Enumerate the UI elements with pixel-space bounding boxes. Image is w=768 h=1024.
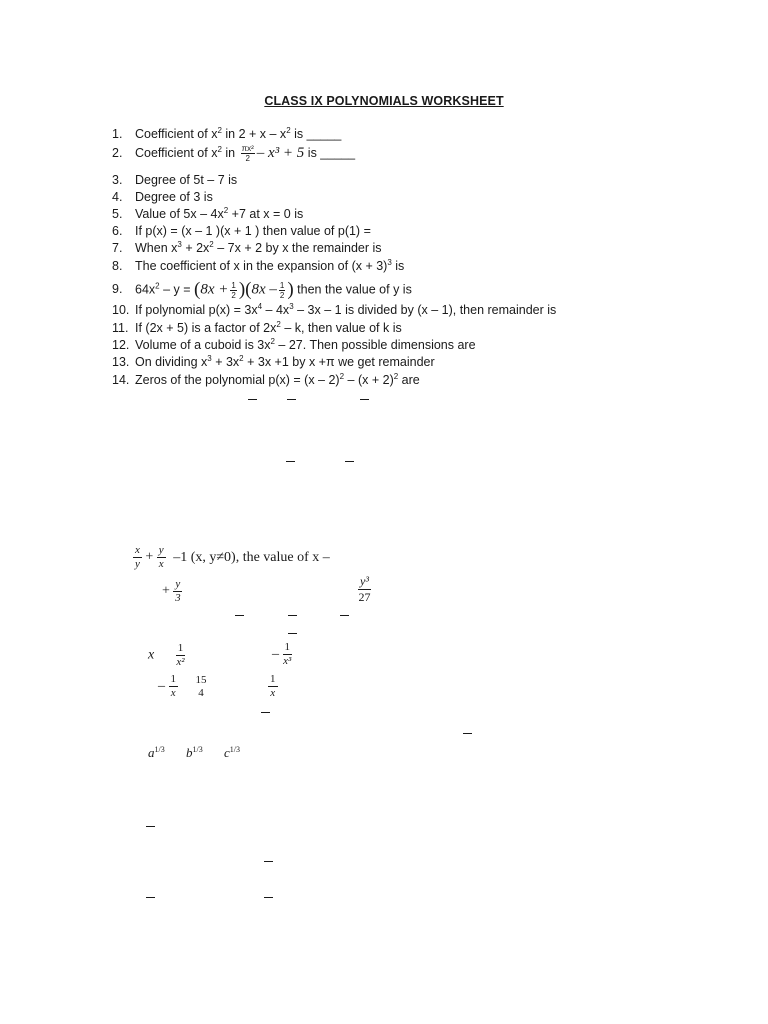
question-4 bbox=[112, 190, 213, 204]
question-text: If p(x) = (x – 1 )(x + 1 ) then value of p(1) = bbox=[135, 224, 371, 238]
superscript: 4 bbox=[257, 302, 263, 311]
fraction-denominator: x bbox=[158, 558, 164, 570]
fraction-denominator: 4 bbox=[198, 686, 204, 699]
question-text: Zeros of the polynomial p(x) = (x – 2) bbox=[135, 373, 340, 387]
superscript: 3 bbox=[289, 302, 294, 311]
stray-dash bbox=[287, 399, 296, 400]
question-number: 2. bbox=[112, 145, 123, 160]
exponent: 1/3 bbox=[229, 745, 240, 754]
fraction bbox=[173, 578, 182, 605]
superscript: 2 bbox=[286, 126, 291, 135]
question-text: When x bbox=[135, 241, 178, 255]
question-number: 7. bbox=[112, 241, 123, 255]
fraction-numerator: 1 bbox=[170, 673, 176, 685]
question-2 bbox=[112, 144, 355, 163]
stray-dash bbox=[264, 861, 273, 862]
stray-dash bbox=[360, 399, 369, 400]
fraction-numerator: x bbox=[135, 544, 140, 556]
question-text: On dividing x bbox=[135, 355, 208, 369]
plus-sign: + bbox=[145, 549, 154, 565]
fraction bbox=[283, 641, 293, 668]
fraction-denominator: x bbox=[270, 687, 276, 699]
fraction-numerator: y bbox=[158, 544, 164, 556]
superscript: 2 bbox=[217, 126, 222, 135]
question-text: in bbox=[221, 145, 239, 160]
fraction bbox=[133, 544, 142, 571]
question-text: then the value of y is bbox=[293, 282, 412, 297]
question-text: 64x bbox=[135, 282, 156, 297]
fraction bbox=[279, 281, 285, 300]
fraction-numerator: 15 bbox=[195, 673, 207, 686]
question-number: 10. bbox=[112, 303, 130, 317]
fraction bbox=[169, 673, 179, 700]
math-fragment-xy bbox=[133, 544, 330, 571]
question-12 bbox=[112, 338, 476, 352]
question-number: 8. bbox=[112, 259, 123, 273]
question-text: + 3x bbox=[211, 355, 240, 369]
math-expression: 8x + bbox=[200, 281, 229, 298]
fraction-denominator: 2 bbox=[245, 154, 250, 163]
superscript: 2 bbox=[239, 354, 244, 363]
question-14 bbox=[112, 373, 420, 387]
superscript: 2 bbox=[217, 144, 222, 154]
question-text: Coefficient of x bbox=[135, 127, 218, 141]
question-text: – 27. Then possible dimensions are bbox=[274, 338, 476, 352]
question-text: + 3x +1 by x +π we get remainder bbox=[243, 355, 435, 369]
paren-close: ) bbox=[238, 279, 246, 300]
question-6 bbox=[112, 224, 371, 238]
fraction bbox=[230, 281, 236, 300]
stray-dash bbox=[288, 633, 297, 634]
question-text: – 4x bbox=[262, 303, 290, 317]
stray-dash bbox=[248, 399, 257, 400]
fraction bbox=[194, 674, 209, 700]
question-number: 13. bbox=[112, 355, 130, 369]
fraction-numerator: y bbox=[175, 578, 181, 590]
question-text: – (x + 2) bbox=[344, 373, 394, 387]
question-text: – 7x + 2 by x the remainder is bbox=[213, 241, 382, 255]
superscript: 2 bbox=[223, 206, 229, 215]
question-number: 1. bbox=[112, 127, 123, 141]
fraction-denominator: 3 bbox=[175, 592, 181, 604]
exponent: 1/3 bbox=[154, 745, 165, 754]
math-fragment-cube-roots bbox=[148, 745, 240, 761]
question-text: – y = bbox=[159, 282, 195, 297]
question-text: If polynomial p(x) = 3x bbox=[135, 303, 258, 317]
answer-blank: is _____ bbox=[304, 145, 356, 160]
fragment-text: –1 (x, y≠0), the value of x – bbox=[173, 549, 330, 565]
question-number: 12. bbox=[112, 338, 130, 352]
question-number: 6. bbox=[112, 224, 123, 238]
page-title: CLASS IX POLYNOMIALS WORKSHEET bbox=[264, 94, 504, 108]
question-number: 4. bbox=[112, 190, 123, 204]
paren-close: ) bbox=[287, 279, 294, 300]
question-text: Volume of a cuboid is 3x bbox=[135, 338, 271, 352]
fraction-numerator: 1 bbox=[270, 673, 276, 685]
question-text: Coefficient of x bbox=[135, 145, 218, 160]
superscript: 2 bbox=[209, 240, 214, 249]
math-expression: 8x – bbox=[251, 281, 277, 298]
fraction-numerator: πx² bbox=[241, 144, 254, 153]
stray-dash bbox=[261, 712, 270, 713]
question-10 bbox=[112, 303, 556, 317]
variable: b bbox=[185, 745, 193, 760]
fraction-denominator: x² bbox=[176, 656, 185, 668]
variable: x bbox=[148, 647, 155, 663]
question-text: are bbox=[398, 373, 420, 387]
stray-dash bbox=[235, 615, 244, 616]
paren-open: ( bbox=[194, 279, 201, 300]
question-8 bbox=[112, 259, 404, 273]
superscript: 3 bbox=[207, 354, 212, 363]
exponent: 1/3 bbox=[192, 745, 203, 754]
superscript: 2 bbox=[393, 372, 399, 381]
question-11 bbox=[112, 321, 402, 335]
superscript: 2 bbox=[276, 320, 281, 329]
math-fragment-1-x bbox=[268, 673, 278, 700]
question-number: 14. bbox=[112, 373, 130, 387]
minus-sign: – bbox=[272, 646, 279, 662]
superscript: 2 bbox=[270, 337, 275, 346]
question-text: +7 at x = 0 is bbox=[228, 207, 304, 221]
stray-dash bbox=[288, 615, 297, 616]
fraction-denominator: 27 bbox=[358, 590, 371, 604]
fraction bbox=[268, 673, 278, 700]
fraction-numerator: 1 bbox=[284, 641, 290, 653]
fraction-denominator: x bbox=[170, 687, 176, 699]
question-text: Degree of 3 is bbox=[135, 190, 213, 204]
question-text: is bbox=[391, 259, 405, 273]
superscript: 2 bbox=[339, 372, 345, 381]
fraction-denominator: x³ bbox=[283, 655, 292, 667]
variable: a bbox=[148, 745, 155, 760]
answer-blank: is _____ bbox=[290, 127, 342, 141]
superscript: 3 bbox=[387, 258, 392, 267]
fraction-numerator: 1 bbox=[177, 642, 184, 654]
minus-sign: – bbox=[158, 678, 165, 694]
math-fragment-y3-27 bbox=[358, 574, 371, 605]
stray-dash bbox=[463, 733, 472, 734]
math-fragment-minus-1-x3 bbox=[272, 641, 292, 668]
stray-dash bbox=[340, 615, 349, 616]
question-5 bbox=[112, 207, 303, 221]
question-text: + 2x bbox=[181, 241, 210, 255]
stray-dash bbox=[146, 897, 155, 898]
fraction-numerator: y³ bbox=[360, 574, 369, 588]
question-text: Degree of 5t – 7 is bbox=[135, 173, 238, 187]
math-fragment-y3 bbox=[162, 578, 182, 605]
question-number: 3. bbox=[112, 173, 123, 187]
math-fragment-x-1-x2 bbox=[148, 642, 185, 669]
stray-dash bbox=[345, 461, 354, 462]
question-number: 11. bbox=[112, 321, 129, 335]
fraction bbox=[157, 544, 166, 571]
question-number: 5. bbox=[112, 207, 123, 221]
question-9 bbox=[112, 279, 412, 301]
question-text: Value of 5x – 4x bbox=[135, 207, 224, 221]
fraction-numerator: 1 bbox=[231, 280, 236, 290]
fraction bbox=[241, 144, 255, 163]
question-text: – 3x – 1 is divided by (x – 1), then remainder is bbox=[293, 303, 557, 317]
paren-open: ( bbox=[245, 279, 252, 300]
fraction-denominator: y bbox=[135, 558, 140, 570]
question-text: If (2x + 5) is a factor of 2x bbox=[135, 321, 277, 335]
question-text: – k, then value of k is bbox=[280, 321, 402, 335]
superscript: 2 bbox=[155, 281, 160, 291]
question-13 bbox=[112, 355, 435, 369]
question-text: The coefficient of x in the expansion of (x + 3) bbox=[135, 259, 388, 273]
math-expression: – x³ + 5 bbox=[256, 144, 305, 161]
question-text: in 2 + x – x bbox=[221, 127, 287, 141]
question-1 bbox=[112, 127, 341, 141]
fraction bbox=[358, 574, 371, 605]
superscript: 3 bbox=[177, 240, 182, 249]
stray-dash bbox=[264, 897, 273, 898]
variable: c bbox=[223, 745, 230, 760]
fraction-denominator: 2 bbox=[231, 290, 236, 300]
stray-dash bbox=[286, 461, 295, 462]
question-7 bbox=[112, 241, 382, 255]
math-fragment-15-4 bbox=[158, 673, 209, 700]
stray-dash bbox=[146, 826, 155, 827]
question-number: 9. bbox=[112, 282, 123, 297]
plus-sign: + bbox=[162, 583, 170, 599]
fraction bbox=[176, 642, 186, 669]
fraction-numerator: 1 bbox=[279, 280, 285, 290]
question-3 bbox=[112, 173, 237, 187]
fraction-denominator: 2 bbox=[279, 290, 285, 300]
